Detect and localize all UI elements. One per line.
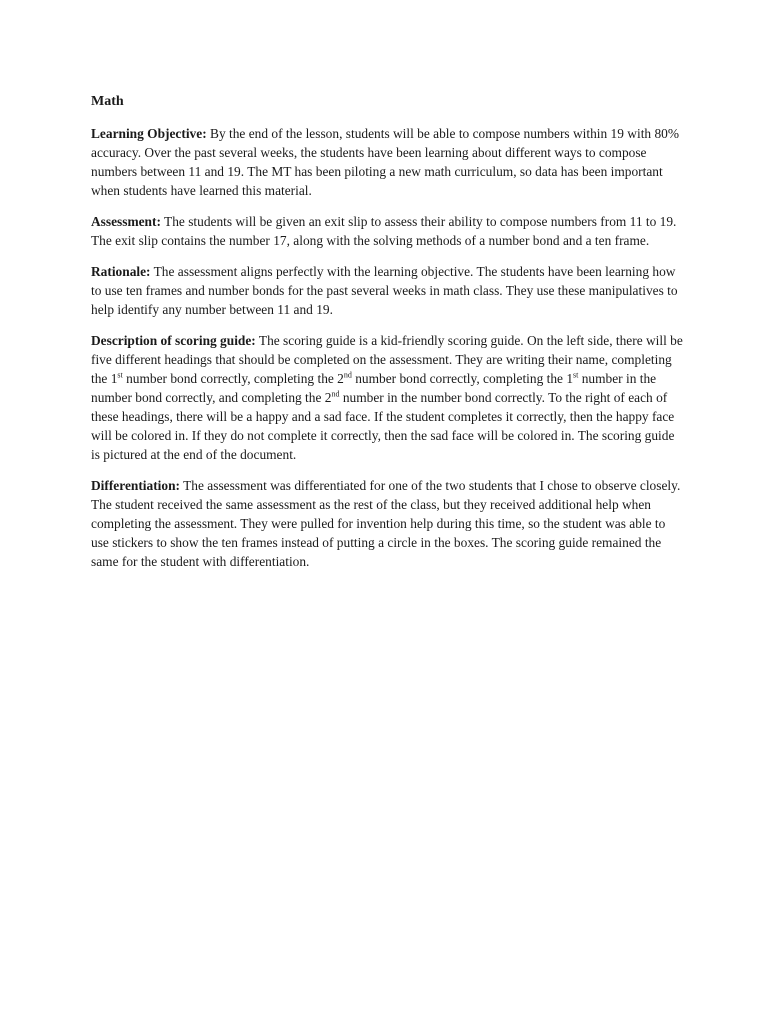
learning-objective-label: Learning Objective: [91,126,207,141]
scoring-guide-label: Description of scoring guide: [91,333,256,348]
assessment-paragraph [91,212,683,250]
document-title: Math [91,94,124,109]
scoring-guide-text: number in the number bond correctly, and completing the 2 [91,371,657,405]
scoring-guide-paragraph [91,331,683,464]
ordinal-suffix: st [117,370,123,380]
ordinal-suffix: st [573,370,579,380]
learning-objective-paragraph [91,124,683,200]
rationale-label: Rationale: [91,264,151,279]
ordinal-suffix: nd [331,389,340,399]
rationale-paragraph [91,262,683,319]
assessment-text: The students will be given an exit slip to assess their ability to compose numbers from 11 to 19. The exit slip contains the number 17, along with the solving methods of a number bond and a ten frame. [91,214,677,248]
differentiation-paragraph [91,476,683,571]
differentiation-label: Differentiation: [91,478,181,493]
assessment-label: Assessment: [91,214,161,229]
scoring-guide-text: number bond correctly, completing the 1 [351,371,574,386]
scoring-guide-text: number in the number bond correctly. To the right of each of these headings, there will be a happy and a sad face. If the student completes it correctly, then the happy face will be colored in. If they do not complete it correctly, then the sad face will be colored in. The scoring guide is pictured at the end of the document. [91,390,675,462]
learning-objective-text: By the end of the lesson, students will be able to compose numbers within 19 with 80% accuracy. Over the past several weeks, the students have been learning about different ways to compose numbers between 11 and 19. The MT has been piloting a new math curriculum, so data has been important when students have learned this material. [91,126,679,198]
document-page [91,93,683,583]
scoring-guide-text: The scoring guide is a kid-friendly scoring guide. On the left side, there will be five different headings that should be completed on the assessment. They are writing their name, completing the 1 [91,333,683,386]
differentiation-text: The assessment was differentiated for one of the two students that I chose to observe closely. The student received the same assessment as the rest of the class, but they received additional help when completing the assessment. They were pulled for invention help during this time, so the student was able to use stickers to show the ten frames instead of putting a circle in the boxes. The scoring guide remained the same for the student with differentiation. [91,478,681,569]
scoring-guide-text: number bond correctly, completing the 2 [122,371,344,386]
rationale-text: The assessment aligns perfectly with the learning objective. The students have been learning how to use ten frames and number bonds for the past several weeks in math class. They use these manipulatives to help identify any number between 11 and 19. [91,264,678,317]
ordinal-suffix: nd [343,370,352,380]
